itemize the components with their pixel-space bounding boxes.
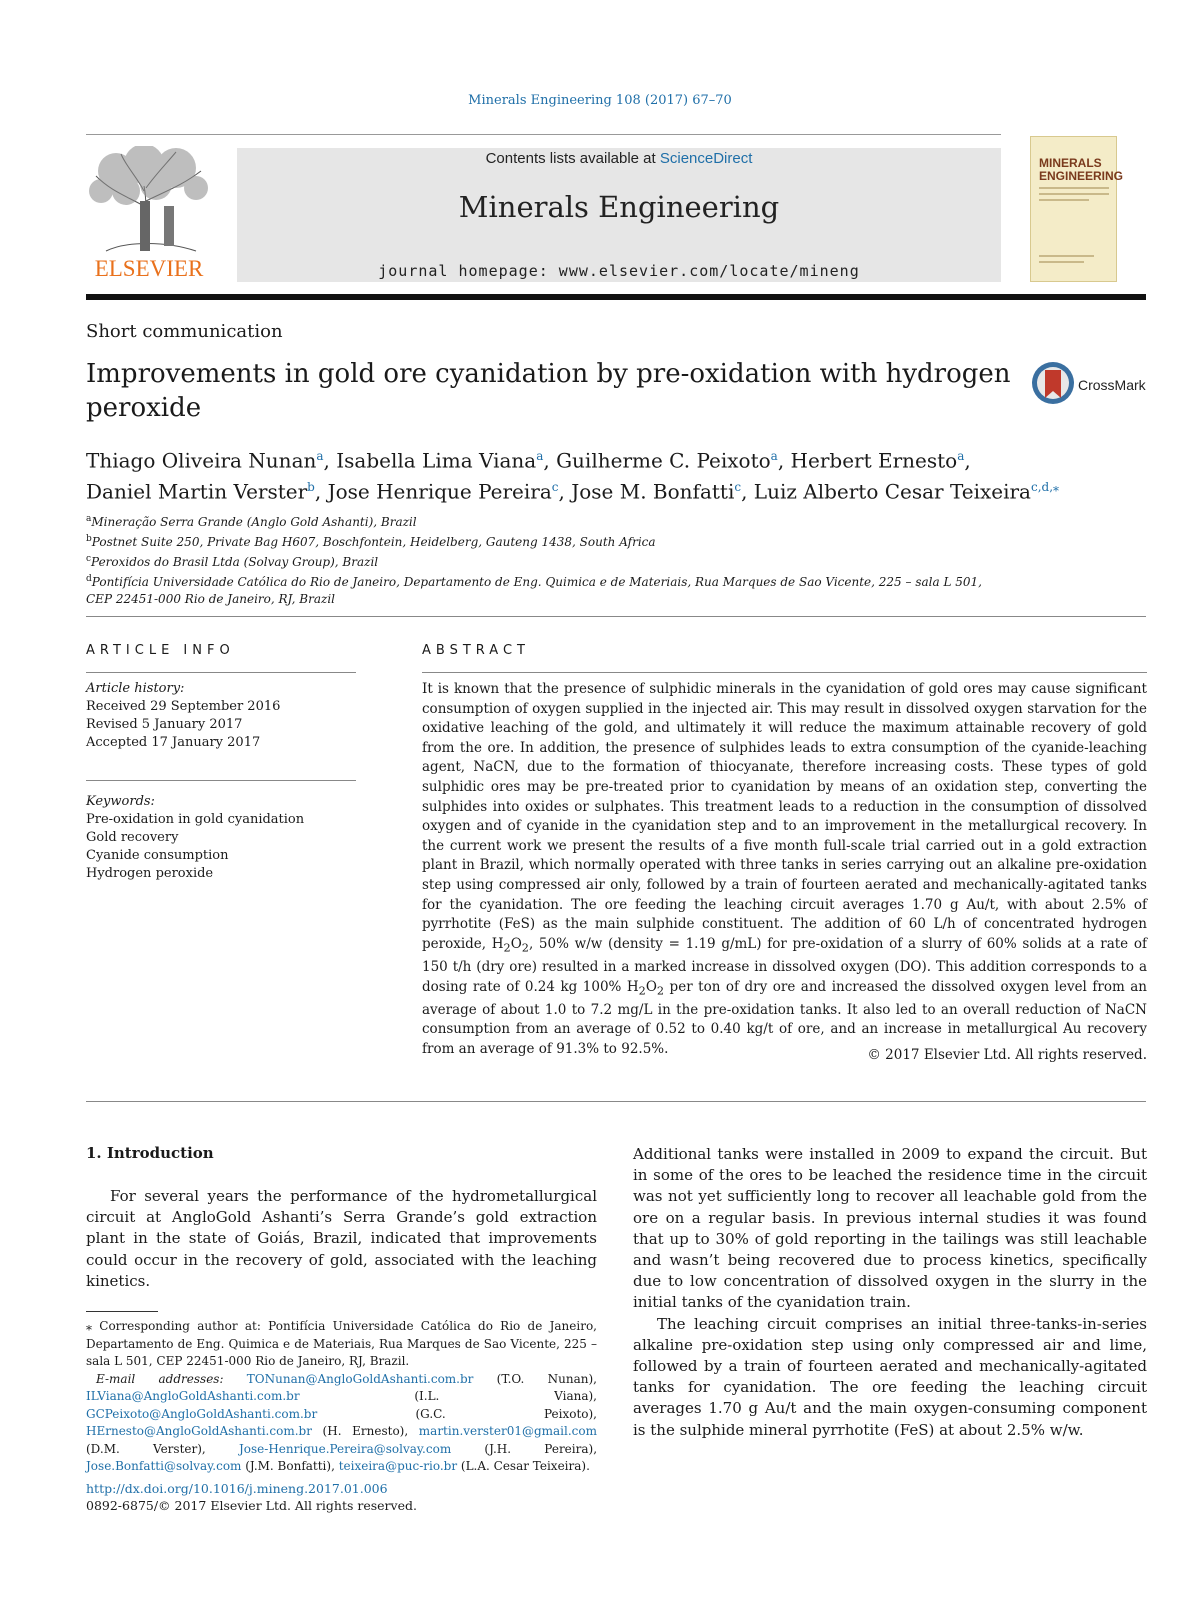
affiliation: $^b$Postnet Suite 250, Private Bag H607, Boschfontein, Heidelberg, Gauteng 1438, South Africa (86, 534, 656, 549)
footnote (86, 1318, 597, 1476)
doi-block (86, 1480, 417, 1514)
affiliation-marker[interactable]: a (536, 449, 544, 463)
author-list: Thiago Oliveira Nunan$^a$, Isabella Lima Viana$^a$, Guilherme C. Peixoto$^a$, Herbert Ernesto$^a$, Daniel Martin Verster$^b$, Jose Henrique Pereira$^c$, Jose M. Bonfatti$^c$, Luiz Alberto Cesar Teixeira$^{c,d,⁎}$ (86, 448, 1060, 504)
cover-title: MINERALS ENGINEERING (1039, 156, 1124, 183)
keywords-rule (86, 780, 356, 781)
affiliation: $^c$Peroxidos do Brasil Ltda (Solvay Group), Brazil (86, 554, 379, 569)
history-item: Revised 5 January 2017 (86, 717, 243, 732)
history-label: Article history: (86, 681, 185, 696)
affiliation-marker[interactable]: c (551, 479, 559, 494)
keyword: Hydrogen peroxide (86, 866, 214, 881)
keyword: Gold recovery (86, 830, 179, 845)
header-rule (86, 134, 1001, 135)
elsevier-wordmark: ELSEVIER (94, 256, 204, 281)
affiliation-marker[interactable]: c (734, 479, 742, 494)
keyword: Cyanide consumption (86, 848, 229, 863)
crossmark-label[interactable]: CrossMark (1078, 377, 1146, 393)
history-item: Received 29 September 2016 (86, 699, 281, 714)
email-link[interactable]: Jose.Bonfatti@solvay.com (86, 1459, 242, 1473)
affiliation-marker[interactable]: a (316, 449, 324, 463)
article-history (86, 680, 356, 752)
author-name[interactable]: Herbert Ernesto (790, 448, 958, 473)
section-heading: 1. Introduction (86, 1144, 214, 1162)
body-paragraph: For several years the performance of the hydrometallurgical circuit at AngloGold Ashanti’s Serra Grande’s gold extraction plant in the state of Goiás, Brazil, indicated that improvements could occur in the recovery of gold, associated with the leaching kinetics. (86, 1187, 597, 1290)
email-link[interactable]: GCPeixoto@AngloGoldAshanti.com.br (86, 1406, 318, 1421)
affiliation-list (86, 511, 1146, 608)
section-rule (86, 616, 1146, 617)
author-name[interactable]: Jose Henrique Pereira (327, 479, 552, 504)
cover-text-line (1039, 193, 1109, 195)
author-name[interactable]: Thiago Oliveira Nunan (86, 448, 317, 473)
email-link[interactable]: ILViana@AngloGoldAshanti.com.br (86, 1389, 300, 1403)
article-info-rule (86, 672, 356, 673)
section-rule (86, 1101, 1146, 1102)
cover-text-line (1039, 255, 1094, 257)
abstract-heading: ABSTRACT (422, 643, 530, 658)
abstract-text: It is known that the presence of sulphidic minerals in the cyanidation of gold ores may cause significant consumption of oxygen supplied in the injected air. This may result in dissolved oxygen starvation for the oxidative leaching of the gold, and ultimately it will reduce the maximum attainable recovery of gold from the ore. In addition, the presence of sulphides leads to extra consumption of the cyanide-leaching agent, NaCN, due to the formation of thiocyanate, therefore increasing costs. These types of gold sulphidic ores may be pre-treated prior to cyanidation by means of an oxidation step, converting the sulphides into oxides or sulphates. This treatment leads to a reduction in the consumption of dissolved oxygen and of cyanide in the cyanidation step and to an improvement in the metallurgical recovery. In the current work we present the results of a five month full-scale trial carried out in a gold extraction plant in Brazil, which normally operated with three tanks in series carrying out an alkaline pre-oxidation step using compressed air only, followed by a train of fourteen aerated and mechanically-agitated tanks for the cyanidation. The ore feeding the leaching circuit averages 1.70 g Au/t, with about 2.5% of pyrrhotite (FeS) as the main sulphide constituent. The addition of 60 L/h of concentrated hydrogen peroxide, $H_2O_2$, 50% w/w (density = 1.19 g/mL) for pre-oxidation of a slurry of 60% solids at a rate of 150 t/h (dry ore) resulted in a marked increase in dissolved oxygen (DO). This addition corresponds to a dosing rate of 0.24 kg 100% $H_2O_2$ per ton of dry ore and increased the dissolved oxygen level from an average of about 1.0 to 7.2 mg/L in the pre-oxidation tanks. It also led to an overall reduction of NaCN consumption from an average of 0.52 to 0.40 kg/t of ore, and an increase in metallurgical Au recovery from an average of 91.3% to 92.5%. (422, 681, 1147, 1058)
keywords (86, 793, 356, 883)
email-link[interactable]: HErnesto@AngloGoldAshanti.com.br (86, 1424, 312, 1438)
abstract-copyright: © 2017 Elsevier Ltd. All rights reserved. (867, 1047, 1147, 1063)
body-right-column (633, 1144, 1147, 1441)
affiliation-marker[interactable]: c,d,⁎ (1030, 479, 1060, 494)
footnote-rule (86, 1311, 158, 1312)
author-name[interactable]: Guilherme C. Peixoto (556, 448, 771, 473)
cover-text-line (1039, 187, 1109, 189)
sciencedirect-link[interactable]: ScienceDirect (659, 150, 753, 167)
affiliation-marker[interactable]: b (307, 479, 315, 494)
email-link[interactable]: TONunan@AngloGoldAshanti.com.br (246, 1371, 474, 1386)
author-name[interactable]: Luiz Alberto Cesar Teixeira (753, 479, 1031, 504)
email-addresses: E-mail addresses: TONunan@AngloGoldAshanti.com.br (T.O. Nunan), ILViana@AngloGoldAshanti.com.br (I.L. Viana), GCPeixoto@AngloGoldAshanti.com.br (G.C. Peixoto), HErnesto@AngloGoldAshanti.com.br (H. Ernesto), martin.verster01@gmail.com (D.M. Verster), Jose-Henrique.Pereira@solvay.com (J.H. Pereira), Jose.Bonfatti@solvay.com (J.M. Bonfatti), teixeira@puc-rio.br (L.A. Cesar Teixeira). (86, 1371, 598, 1473)
author-name[interactable]: Isabella Lima Viana (336, 448, 537, 473)
journal-reference-link[interactable]: Minerals Engineering 108 (2017) 67–70 (468, 93, 732, 108)
body-paragraph: Additional tanks were installed in 2009 to expand the circuit. But in some of the ores to be leached the residence time in the circuit was not yet sufficiently long to recover all leachable gold from the ore on a regular basis. In previous internal studies it was found that up to 30% of gold reporting in the tailings was still leachable and wasn’t being recovered due to process kinetics, specifically due to low concentration of dissolved oxygen in the slurry in the initial tanks of the cyanidation train. (633, 1145, 1147, 1312)
masthead-rule (86, 294, 1146, 300)
affiliation: $^a$Mineração Serra Grande (Anglo Gold Ashanti), Brazil (86, 514, 417, 529)
doi-link[interactable]: http://dx.doi.org/10.1016/j.mineng.2017.01.006 (86, 1481, 388, 1496)
email-link[interactable]: Jose-Henrique.Pereira@solvay.com (238, 1441, 452, 1456)
author-name[interactable]: Daniel Martin Verster (86, 479, 308, 504)
affiliation-marker[interactable]: a (770, 449, 778, 463)
journal-title: Minerals Engineering (458, 190, 780, 224)
article-title: Improvements in gold ore cyanidation by pre-oxidation with hydrogen peroxide (86, 359, 1011, 423)
affiliation: $^d$Pontifícia Universidade Católica do Rio de Janeiro, Departamento de Eng. Quimica e de Materiais, Rua Marques de Sao Vicente, 225 – sala L 501, (86, 574, 982, 589)
history-item: Accepted 17 January 2017 (86, 735, 261, 750)
journal-homepage[interactable]: journal homepage: www.elsevier.com/locate/mineng (378, 262, 860, 280)
abstract-rule (422, 672, 1147, 673)
affiliation-marker[interactable]: a (957, 449, 965, 463)
article-type: Short communication (86, 321, 283, 342)
affiliation: CEP 22451-000 Rio de Janeiro, RJ, Brazil (86, 592, 335, 606)
contents-line: Contents lists available at ScienceDirect (485, 150, 753, 167)
corresponding-author-note: ⁎ Corresponding author at: Pontifícia Universidade Católica do Rio de Janeiro, Departamento de Eng. Quimica e de Materiais, Rua Marques de Sao Vicente, 225 – sala L 501, CEP 22451-000 Rio de Janeiro, RJ, Brazil. (86, 1319, 597, 1368)
email-link[interactable]: martin.verster01@gmail.com (418, 1424, 597, 1438)
keyword: Pre-oxidation in gold cyanidation (86, 812, 305, 827)
article-info-heading: ARTICLE INFO (86, 643, 235, 658)
cover-text-line (1039, 199, 1089, 201)
email-link[interactable]: teixeira@puc-rio.br (338, 1459, 458, 1473)
journal-cover-thumbnail[interactable] (1030, 136, 1124, 282)
body-paragraph: The leaching circuit comprises an initial three-tanks-in-series alkaline pre-oxidation step using only compressed air and lime, followed by a train of fourteen aerated and mechanically-agitated tanks for cyanidation. The ore feeding the leaching circuit averages 1.70 g Au/t and the main oxygen-consuming component is the sulphide mineral pyrrhotite (FeS) at about 2.5% w/w. (633, 1314, 1147, 1439)
author-name[interactable]: Jose M. Bonfatti (571, 479, 735, 504)
issn-line: 0892-6875/© 2017 Elsevier Ltd. All rights reserved. (86, 1498, 417, 1513)
keywords-label: Keywords: (86, 794, 155, 809)
cover-text-line (1039, 261, 1084, 263)
